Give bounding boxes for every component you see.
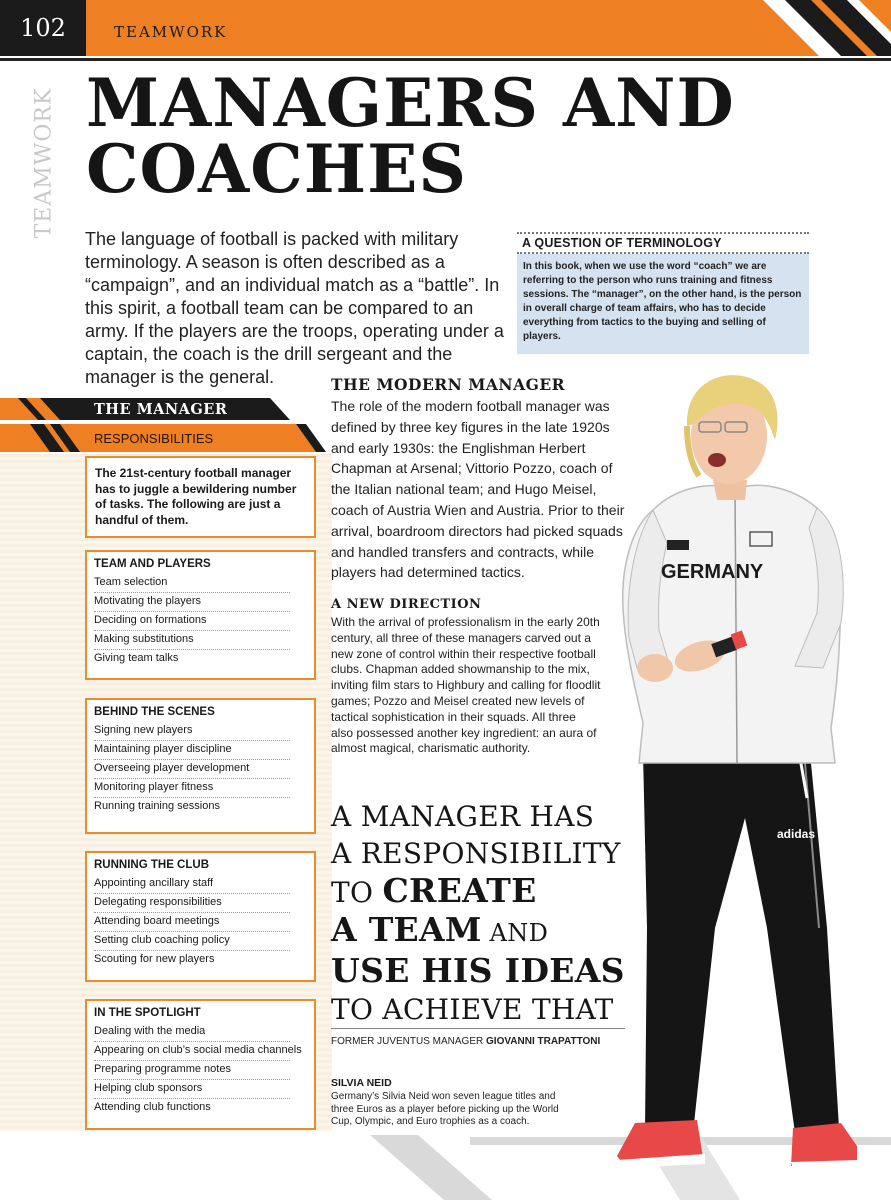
group-list — [94, 875, 290, 970]
responsibilities-label: RESPONSIBILITIES — [94, 431, 214, 446]
quote-line-1: A MANAGER HAS — [331, 800, 595, 833]
quote-emphasis: USE HIS IDEAS — [331, 951, 625, 990]
caption-body: Germany’s Silvia Neid won seven league titles and three Euros as a player before picking up the World Cup, Olympic, and Euro trophies as a coach. — [331, 1091, 559, 1127]
terminology-body: In this book, when we use the word “coach” we are referring to the person who runs training and fitness sessions. The “manager”, on the other hand, is the person in overall charge of team affairs, who has to decide everything from tactics to the buying and selling of players. — [517, 254, 809, 354]
list-item: Appointing ancillary staff — [94, 875, 290, 894]
list-item: Monitoring player fitness — [94, 779, 290, 798]
quote-word: AND — [481, 919, 549, 947]
list-item: Attending board meetings — [94, 913, 290, 932]
svg-text:adidas: adidas — [777, 827, 816, 841]
quote-divider — [331, 1028, 625, 1029]
side-label — [24, 80, 64, 245]
manager-panel-title: THE MANAGER — [94, 401, 228, 418]
header-stripes-graphic — [751, 0, 891, 56]
intro-paragraph: The language of football is packed with military terminology. A season is often described as a “campaign”, and an individual match as a “battle”. In this spirit, a football team can be compared to an army. If the players are the troops, operating under a captain, the coach is the drill sergeant and the manager is the general. — [85, 229, 504, 387]
list-item: Giving team talks — [94, 652, 179, 664]
pull-quote — [331, 798, 631, 1028]
list-item: Helping club sponsors — [94, 1080, 290, 1099]
list-item: Running training sessions — [94, 800, 220, 812]
caption-heading: SILVIA NEID — [331, 1077, 392, 1089]
quote-line-4 — [331, 911, 631, 952]
list-item: Delegating responsibilities — [94, 894, 290, 913]
group-heading: TEAM AND PLAYERS — [94, 558, 211, 570]
group-behind-the-scenes — [85, 698, 316, 834]
list-item: Deciding on formations — [94, 612, 290, 631]
group-running-the-club — [85, 851, 316, 982]
header-rule — [0, 58, 891, 61]
new-direction-body: With the arrival of professionalism in the early 20th century, all three of these managers carved out a new zone of control within their respective football clubs. Chapman added showmanship to the mix, inviting film stars to Highbury and calling for floodlit games; Pozzo and Meisel created new levels of tactical sophistication in their squads. All three also possessed another key ingredient: an aura of almost magical, charismatic authority. — [331, 615, 601, 756]
page-number: 102 — [0, 0, 86, 56]
terminology-box — [517, 232, 809, 354]
list-item: Scouting for new players — [94, 953, 215, 965]
group-list — [94, 574, 290, 669]
attribution-prefix: FORMER JUVENTUS MANAGER — [331, 1036, 487, 1047]
terminology-heading: A QUESTION OF TERMINOLOGY — [517, 232, 809, 254]
quote-line-2: A RESPONSIBILITY — [331, 837, 621, 870]
quote-line-3 — [331, 872, 631, 911]
group-heading: BEHIND THE SCENES — [94, 706, 215, 718]
title-line-2: COACHES — [86, 130, 468, 208]
list-item: Attending club functions — [94, 1101, 211, 1113]
page-header — [0, 0, 891, 56]
manager-intro-text: The 21st-century football manager has to juggle a bewildering number of tasks. The following are just a handful of them. — [95, 466, 297, 527]
modern-manager-heading: THE MODERN MANAGER — [331, 375, 566, 394]
quote-emphasis: CREATE — [382, 871, 537, 910]
group-in-the-spotlight — [85, 999, 316, 1130]
section-label: TEAMWORK — [114, 23, 228, 41]
list-item: Overseeing player development — [94, 760, 290, 779]
title-line-1: MANAGERS AND — [86, 64, 735, 142]
group-heading: RUNNING THE CLUB — [94, 859, 209, 871]
group-heading: IN THE SPOTLIGHT — [94, 1007, 201, 1019]
jacket-text: GERMANY — [661, 561, 764, 583]
modern-manager-body: The role of the modern football manager was defined by three key figures in the late 1920s and early 1930s: the Englishman Herbert Chapman at Arsenal; Vittorio Pozzo, coach of the Italian national team; and Hugo Meisel, coach of Austria Wien and Austria. Prior to their arrival, boardroom directors had picked squads and handled transfers and contracts, while players had determined tactics. — [331, 398, 625, 581]
group-list — [94, 1023, 302, 1118]
list-item: Setting club coaching policy — [94, 932, 290, 951]
list-item: Appearing on club’s social media channels — [94, 1042, 290, 1061]
list-item: Motivating the players — [94, 593, 290, 612]
attribution-name: GIOVANNI TRAPATTONI — [486, 1036, 601, 1047]
quote-attribution — [331, 1036, 600, 1047]
group-team-and-players — [85, 550, 316, 680]
list-item: Signing new players — [94, 722, 290, 741]
manager-intro-box — [85, 456, 316, 538]
page-title — [86, 64, 786, 208]
group-list — [94, 722, 290, 817]
side-label-text: TEAMWORK — [31, 87, 57, 238]
list-item: Team selection — [94, 574, 290, 593]
quote-line-5 — [331, 952, 631, 991]
new-direction-heading: A NEW DIRECTION — [331, 597, 482, 612]
list-item: Preparing programme notes — [94, 1061, 290, 1080]
quote-line-6: TO ACHIEVE THAT — [331, 993, 614, 1026]
list-item: Maintaining player discipline — [94, 741, 290, 760]
quote-emphasis: A TEAM — [331, 910, 482, 949]
quote-word: TO — [331, 876, 383, 909]
list-item: Making substitutions — [94, 631, 290, 650]
coach-illustration — [595, 368, 891, 1183]
list-item: Dealing with the media — [94, 1023, 290, 1042]
